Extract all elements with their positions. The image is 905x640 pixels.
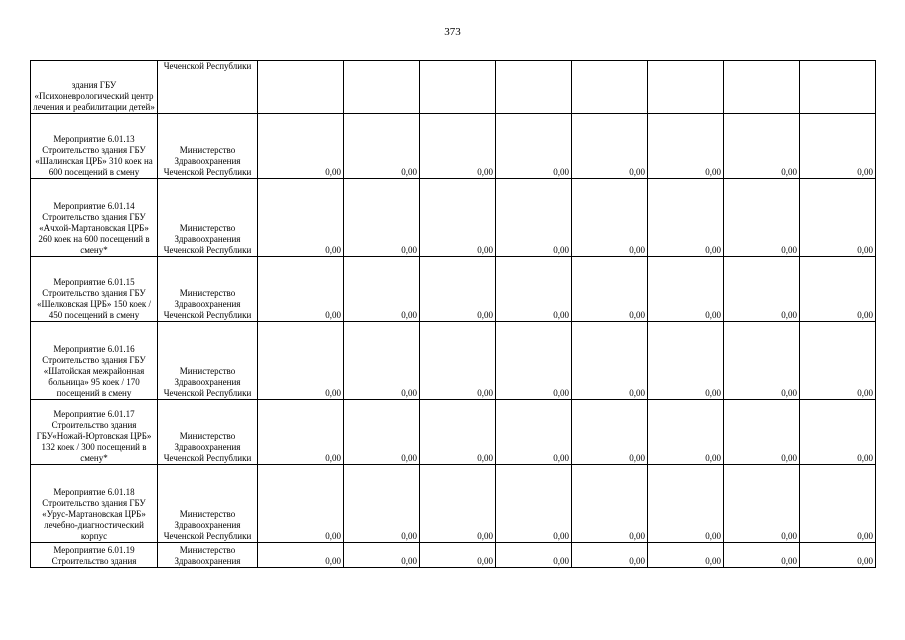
measure-name-cell: Мероприятие 6.01.18 Строительство здания ГБУ «Урус-Мартановская ЦРБ» лечебно-диагностический корпус [31, 465, 158, 543]
measure-name-cell: Мероприятие 6.01.19 Строительство здания [31, 543, 158, 568]
value-cell: 0,00 [648, 543, 724, 568]
value-cell: 0,00 [258, 179, 344, 257]
table-row [31, 257, 876, 322]
value-cell: 0,00 [648, 114, 724, 179]
executor-cell: Министерство Здравоохранения Чеченской Республики [158, 400, 258, 465]
value-cell: 0,00 [800, 400, 876, 465]
value-cell: 0,00 [800, 257, 876, 322]
table-row [31, 179, 876, 257]
value-cell [420, 61, 496, 114]
value-cell: 0,00 [572, 465, 648, 543]
budget-table [30, 60, 876, 568]
executor-cell: Министерство Здравоохранения Чеченской Республики [158, 257, 258, 322]
value-cell [496, 61, 572, 114]
value-cell: 0,00 [344, 322, 420, 400]
value-cell: 0,00 [572, 543, 648, 568]
value-cell: 0,00 [800, 465, 876, 543]
value-cell: 0,00 [800, 179, 876, 257]
measure-name-cell: Мероприятие 6.01.13 Строительство здания ГБУ «Шалинская ЦРБ» 310 коек на 600 посещений в смену [31, 114, 158, 179]
executor-cell: Министерство Здравоохранения Чеченской Республики [158, 114, 258, 179]
executor-cell: Министерство Здравоохранения [158, 543, 258, 568]
value-cell: 0,00 [258, 322, 344, 400]
table-row [31, 400, 876, 465]
value-cell: 0,00 [258, 257, 344, 322]
value-cell: 0,00 [648, 400, 724, 465]
value-cell: 0,00 [496, 257, 572, 322]
value-cell: 0,00 [496, 400, 572, 465]
value-cell [724, 61, 800, 114]
table-row [31, 543, 876, 568]
value-cell: 0,00 [344, 114, 420, 179]
value-cell: 0,00 [496, 543, 572, 568]
table-row [31, 465, 876, 543]
executor-cell: Министерство Здравоохранения Чеченской Республики [158, 179, 258, 257]
value-cell: 0,00 [496, 114, 572, 179]
value-cell: 0,00 [420, 257, 496, 322]
value-cell [572, 61, 648, 114]
measure-name-cell: Мероприятие 6.01.15 Строительство здания ГБУ «Шелковская ЦРБ» 150 коек / 450 посещений в смену [31, 257, 158, 322]
value-cell: 0,00 [648, 179, 724, 257]
value-cell: 0,00 [800, 114, 876, 179]
executor-cell: Министерство Здравоохранения Чеченской Республики [158, 465, 258, 543]
value-cell: 0,00 [572, 114, 648, 179]
value-cell: 0,00 [420, 179, 496, 257]
value-cell [648, 61, 724, 114]
measure-name-cell: здания ГБУ «Психоневрологический центр лечения и реабилитации детей» [31, 61, 158, 114]
executor-cell: Чеченской Республики [158, 61, 258, 114]
value-cell: 0,00 [344, 179, 420, 257]
value-cell: 0,00 [496, 179, 572, 257]
value-cell: 0,00 [724, 114, 800, 179]
value-cell [800, 61, 876, 114]
value-cell: 0,00 [724, 400, 800, 465]
value-cell [344, 61, 420, 114]
table-row [31, 322, 876, 400]
table-row [31, 61, 876, 114]
value-cell: 0,00 [724, 465, 800, 543]
value-cell: 0,00 [258, 465, 344, 543]
page-number: 373 [444, 26, 461, 38]
value-cell: 0,00 [420, 400, 496, 465]
value-cell: 0,00 [420, 543, 496, 568]
value-cell: 0,00 [420, 465, 496, 543]
executor-cell: Министерство Здравоохранения Чеченской Республики [158, 322, 258, 400]
value-cell: 0,00 [572, 179, 648, 257]
value-cell: 0,00 [800, 322, 876, 400]
value-cell: 0,00 [344, 400, 420, 465]
value-cell: 0,00 [344, 465, 420, 543]
value-cell: 0,00 [420, 114, 496, 179]
value-cell: 0,00 [572, 400, 648, 465]
value-cell: 0,00 [648, 322, 724, 400]
value-cell: 0,00 [344, 543, 420, 568]
value-cell: 0,00 [648, 257, 724, 322]
measure-name-cell: Мероприятие 6.01.14 Строительство здания ГБУ «Ачхой-Мартановская ЦРБ» 260 коек на 600 посещений в смену* [31, 179, 158, 257]
value-cell: 0,00 [572, 257, 648, 322]
value-cell: 0,00 [724, 322, 800, 400]
value-cell: 0,00 [800, 543, 876, 568]
value-cell: 0,00 [724, 543, 800, 568]
value-cell: 0,00 [496, 322, 572, 400]
table-row [31, 114, 876, 179]
value-cell: 0,00 [420, 322, 496, 400]
value-cell: 0,00 [496, 465, 572, 543]
value-cell: 0,00 [258, 400, 344, 465]
value-cell: 0,00 [258, 543, 344, 568]
measure-name-cell: Мероприятие 6.01.17 Строительство здания ГБУ«Ножай-Юртовская ЦРБ» 132 коек / 300 посещений в смену* [31, 400, 158, 465]
value-cell: 0,00 [724, 257, 800, 322]
value-cell: 0,00 [258, 114, 344, 179]
value-cell: 0,00 [648, 465, 724, 543]
value-cell: 0,00 [344, 257, 420, 322]
value-cell: 0,00 [724, 179, 800, 257]
value-cell: 0,00 [572, 322, 648, 400]
value-cell [258, 61, 344, 114]
measure-name-cell: Мероприятие 6.01.16 Строительство здания ГБУ «Шатойская межрайонная больница» 95 коек / 170 посещений в смену [31, 322, 158, 400]
